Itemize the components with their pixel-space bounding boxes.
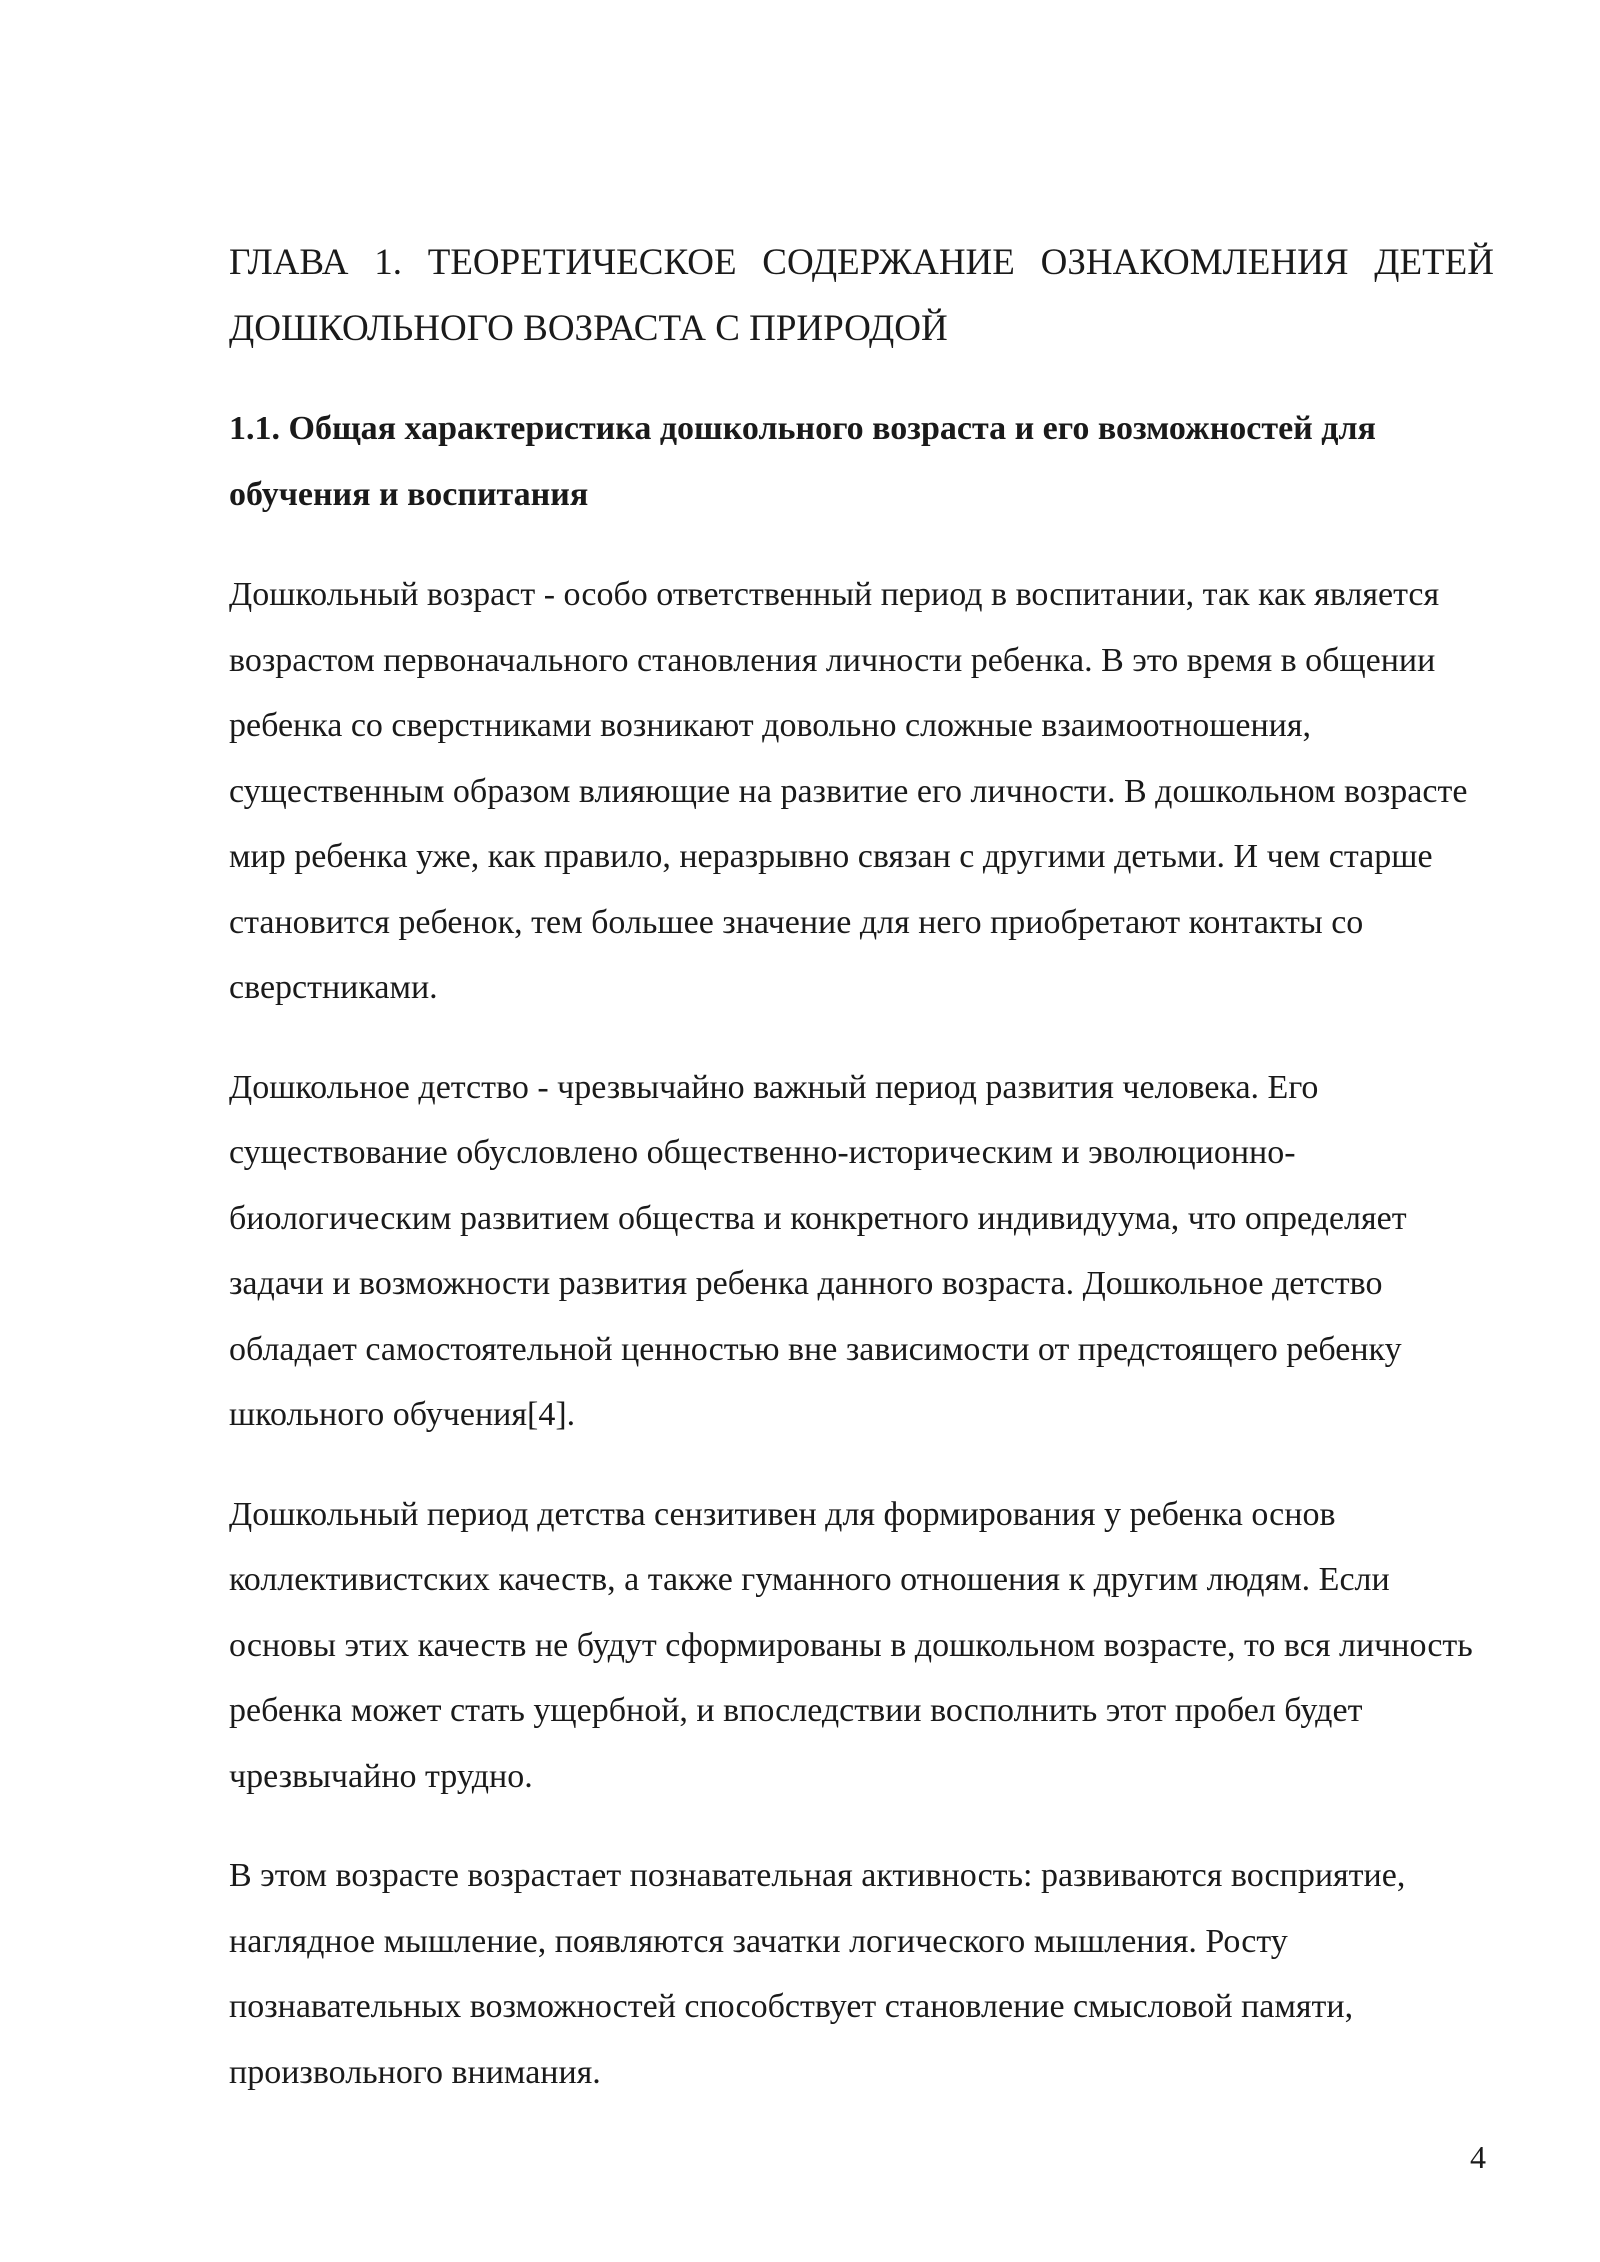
chapter-title: ГЛАВА 1. ТЕОРЕТИЧЕСКОЕ СОДЕРЖАНИЕ ОЗНАКОМЛЕНИЯ ДЕТЕЙ ДОШКОЛЬНОГО ВОЗРАСТА С ПРИРОДОЙ xyxy=(229,242,1494,349)
section-title: 1.1. Общая характеристика дошкольного возраста и его возможностей для обучения и воспитания xyxy=(229,410,1376,513)
paragraph-3: Дошкольный период детства сензитивен для формирования у ребенка основ коллективистских качеств, а также гуманного отношения к другим людям. Если основы этих качеств не будут сформированы в дошкольном возрасте, то вся личность ребенка может стать ущербной, и впоследствии восполнить этот пробел будет чрезвычайно трудно. xyxy=(229,1495,1473,1795)
document-page xyxy=(229,230,1494,2105)
paragraph-2: Дошкольное детство - чрезвычайно важный период развития человека. Его существование обусловлено общественно-историческим и эволюционно-биологическим развитием общества и конкретного индивидуума, что определяет задачи и возможности развития ребенка данного возраста. Дошкольное детство обладает самостоятельной ценностью вне зависимости от предстоящего ребенку школьного обучения[4]. xyxy=(229,1068,1407,1433)
page-number: 4 xyxy=(1470,2139,1486,2175)
paragraph-1: Дошкольный возраст - особо ответственный период в воспитании, так как является возрастом первоначального становления личности ребенка. В это время в общении ребенка со сверстниками возникают довольно сложные взаимоотношения, существенным образом влияющие на развитие его личности. В дошкольном возрасте мир ребенка уже, как правило, неразрывно связан с другими детьми. И чем старше становится ребенок, тем большее значение для него приобретают контакты со сверстниками. xyxy=(229,576,1468,1006)
paragraph-4: В этом возрасте возрастает познавательная активность: развиваются восприятие, наглядное мышление, появляются зачатки логического мышления. Росту познавательных возможностей способствует становление смысловой памяти, произвольного внимания. xyxy=(229,1857,1406,2091)
